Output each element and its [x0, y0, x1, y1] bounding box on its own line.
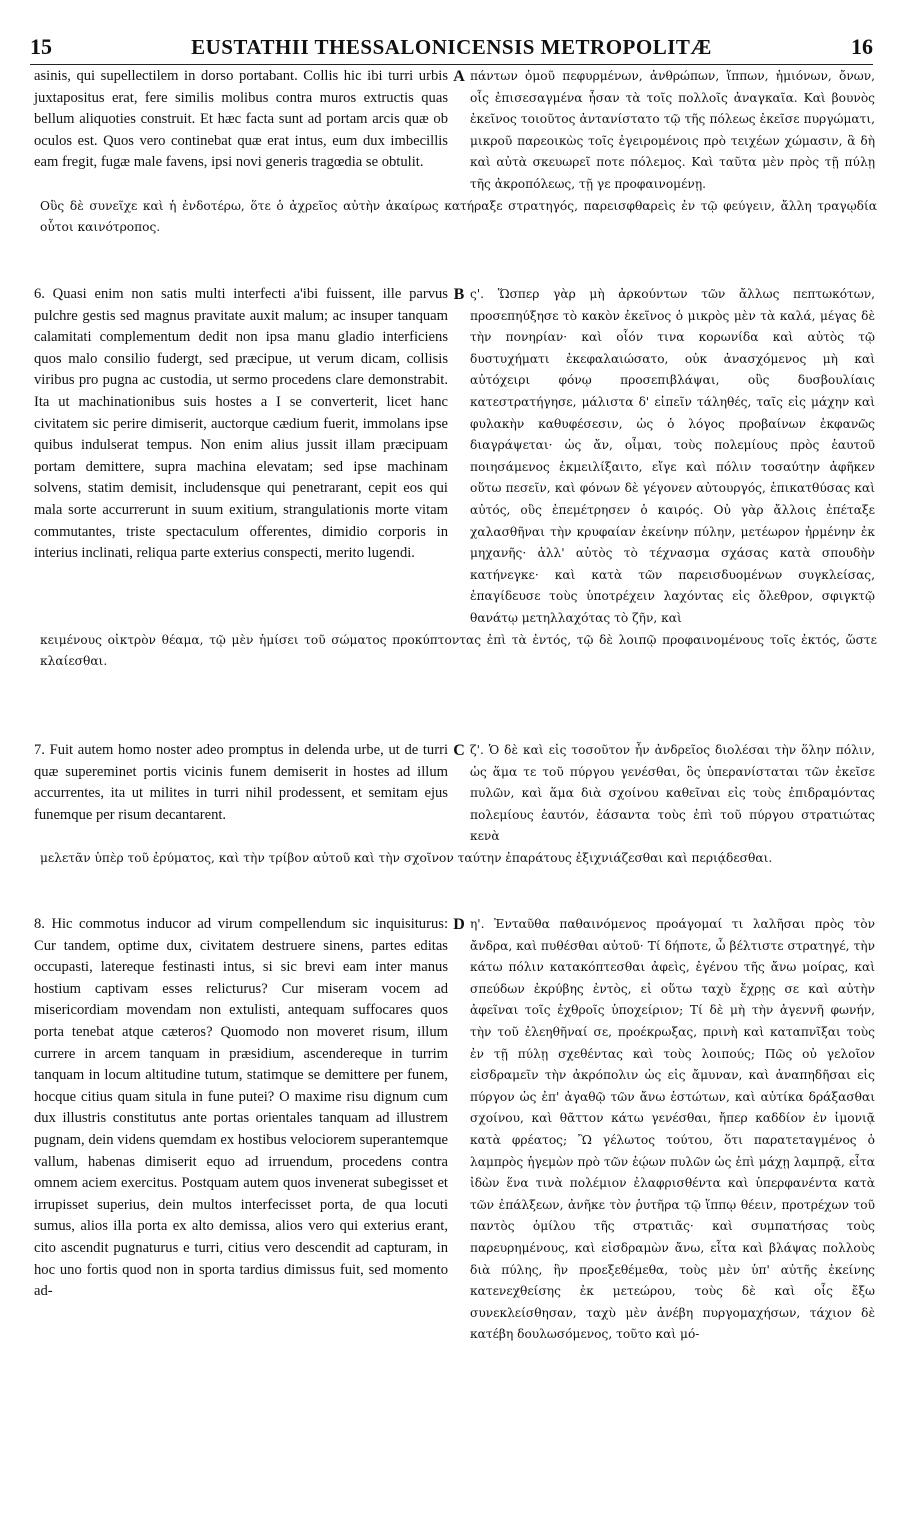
greek-paragraph: ς'. Ὥσπερ γὰρ μὴ ἀρκούντων τῶν ἄλλως πεπτωκότων, προσεπηύξησε τὸ κακὸν ἐκεῖνος ὁ μικρὸς μὲν τὰ καλά, μέγας δὲ τὴν πονηρίαν· καὶ οἷόν τινα κορωνίδα καὶ αὐτὸς τῷ δυστυχήματι ἐκεφαλαιώσατο, οὐκ ἀνασχόμενος μὴ καὶ αὐτόχειρι φόνῳ προσεπιβλάψαι, οὓς δυσβουλίαις κατεστρατήγησε, μάλιστα δ' εἰπεῖν τάληθές, ταῖς εἰς μάχην καὶ φυλακὴν καθυφέσεσιν, ὡς ὁ λόγος προβαίνων ἐκφανῶς διαγράψεται· ὡς ἄν, οἶμαι, τοὺς πολεμίους πρὸς ἑαυτοῦ ποιησάμενος ἐκμειλίξαιτο, εἴγε καὶ πόλιν τοσαύτην ἀφῆκεν οὕτω πεσεῖν, καὶ φόνων δὲ γέγονεν αὐτουργός, ἐπικατθύσας καὶ αὐτός, οὓς ἐπεμέτρησεν ὁ καιρός. Οὐ γὰρ ἄλλοις ἐπέταξε χαλασθῆναι τὴν κρυφαίαν ἐκείνην πύλην, μετέωρον ἠρμένην ἐκ μηχανῆς· ἀλλ' αὐτὸς τὸ τέχνασμα σχάσας κατὰ σπουδὴν κατήνεγκε· καὶ κατὰ τῶν παρεισδυομένων συγκλείσας, ἐπαγίδευσε τοὺς ὑποτρέχειν λαχόντας εἰς ὄλεθρον, σφιγκτῷ θανάτῳ μετηλλαχότας τὸ ζῆν, καὶ [470, 287, 875, 625]
running-head [30, 30, 873, 65]
greek-continuation: μελετᾶν ὑπὲρ τοῦ ἐρύματος, καὶ τὴν τρίβον αὐτοῦ καὶ τὴν σχοῖνον ταύτην ἐπαράτους ἐξιχνιάζεσθαι καὶ περιᾴδεσθαι. [40, 850, 773, 865]
section-3 [34, 740, 877, 869]
page-number-left: 15 [30, 34, 52, 59]
latin-paragraph: 8. Hic commotus inducor ad virum compellendum sic inquisiturus: Cur tandem, optime dux, civitatem destruere sinens, partes editas occupasti, latereque festinasti intus, si sic brevi eam inter manus hostium captivam esses relicturus? Cur miseram vocem ad misericordiam movendam non extulisti, antequam suffocares quos porta tenebat atque cæteros? Quomodo non moveret risum, illum currere in arcem tanquam in præsidium, ascendereque in turrim tanquam in locum altitudine tutum, statimque se demittere per funem, hocque citius quam situla in fune putei? O maxime risu dignum cum dux illustris constitutus ante portas orientales tanquam ad illustrem pugnam, dein videns quemdam ex hostibus velociorem superantemque vallum, habenas dimiserit equo ad irruendum, procedens contra omnem aciem exercitus. Postquam autem quos invenerat subegisset et irrupisset superius, dein multos interfecisset porta, de qua locuti sumus, alios illa porta ex alto demissa, alios vero qui exterius erant, cito ascendit pugnaturus e turri, citius vero descendit ad capturam, in hoc uno fortis quod non in sporta tardius dimissus fuit, sed momento ad- [34, 916, 448, 1300]
latin-paragraph: 7. Fuit autem homo noster adeo promptus in delenda urbe, ut de turri quæ supereminet portis vicinis funem demiserit in hostes ad illum accurrentes, ita ut milites in turri nihil prodessent, et semitam ejus funemque per risum decantarent. [34, 742, 448, 823]
greek-paragraph: η'. Ἐνταῦθα παθαινόμενος προάγομαί τι λαλῆσαι πρὸς τὸν ἄνδρα, καὶ πυθέσθαι αὐτοῦ· Τί δήποτε, ὦ βέλτιστε στρατηγέ, τὴν κάτω πόλιν κατακόπτεσθαι ἀφεὶς, ἐγένου τῆς ἄνω μοίρας, καὶ σπεύδων ἐκρύβης ἐντὸς, εἰ οὕτω ταχὺ ἔχρῃς σε καὶ αὐτὴν ἀφεῖναι τοῖς ἐχθροῖς ὑποχείριον; Τί δὲ μὴ τὴν ἀγεννῆ φωνήν, τὴν τοῦ ἐλεηθῆναί σε, προέκρωξας, πρινὴ καὶ καταπνῖξαι τοὺς ἐν τῇ πύλῃ σχεθέντας καὶ τοὺς λοιπούς; Πῶς οὐ γελοῖον εἰσδραμεῖν τὴν ἀκρόπολιν ὡς εἰς ἄμυναν, καὶ ἀναπηδῆσαι εἰς πύργον ὡς ἐπ' ἀγαθῷ τῶν ἄνω ἑστώτων, καὶ αὐτίκα δράξασθαι σχοίνου, καὶ θᾶττον κάτω γενέσθαι, ἤπερ καδδίον ἐν ἱμονιᾷ κατὰ φρέατος; Ὢ γέλωτος τούτου, ὅτι παρατεταγμένος ὁ λαμπρὸς ἡγεμὼν πρὸ τῶν ἑῴων πυλῶν ὡς ἐπὶ μάχῃ λαμπρᾷ, εἶτα ἰδὼν ἕνα τινὰ πολέμιον ἐλαφρισθέντα καὶ ὑπερφανέντα κατὰ τῶν ἐπάλξεων, ἀνῆκε τὸν ῥυτῆρα τῷ ἵππῳ θέειν, προτρέχων τοῦ παντὸς ὁμίλου τῆς στρατιᾶς· καὶ συμπατήσας τοὺς παρευρημένους, καὶ εἰσδραμὼν ἄνω, εἶτα καὶ βλάψας πολλοὺς διὰ πύλης, ἣν προεξεθέμεθα, τοὺς μὲν ὑπ' αὐτῆς ἐκείνης κατενεχθείσης ἐκ μετεώρου, τοὺς δὲ καὶ οἷς ἔξω συνεκλείσθησαν, ταχὺ μὲν ἀνέβη πυργομαχήσων, τάχιον δὲ κατέβη δουλωσόμενος, τοῦτο καὶ μό- [470, 917, 875, 1342]
margin-marker: B [453, 286, 465, 303]
running-title: EUSTATHII THESSALONICENSIS METROPOLITÆ [191, 34, 712, 59]
page-number-right: 16 [850, 34, 873, 59]
margin-marker: A [453, 68, 465, 85]
greek-paragraph: πάντων ὁμοῦ πεφυρμένων, ἀνθρώπων, ἵππων, ἡμιόνων, ὄνων, οἷς ἐπισεσαγμένα ἦσαν τὰ τοῖς πολλοῖς ἀναγκαῖα. Καὶ βουνὸς ἐκεῖνος τοιοῦτος ἀντανίστατο τῷ τῆς πόλεως ἐκεῖσε πυργώματι, μικροῦ παρεοικὼς τοῖς ἐγειρομένοις πρὸ τειχέων χώμασιν, ἃ δὴ καὶ αὐτὰ σκευωρεῖ ποτε πόλεμος. Καὶ ταῦτα μὲν πρὸς τῇ πύλῃ τῆς ἀκροπόλεως, τῇ γε προφαινομένῃ. [470, 69, 875, 191]
section-1 [34, 66, 877, 238]
greek-continuation: Οὓς δὲ συνεῖχε καὶ ἡ ἐνδοτέρω, ὅτε ὁ ἀχρεῖος αὐτὴν ἀκαίρως κατήραξε στρατηγός, παρεισφθαρεὶς ἐν τῷ φεύγειν, ἄλλη τραγῳδία οὗτοι καινότροπος. [40, 198, 877, 234]
latin-paragraph: asinis, qui supellectilem in dorso portabant. Collis hic ibi turri urbis juxtapositus erat, fere similis molibus contra muros extructis quas bellum aliquoties construit. Et hæc facta sunt ad portam arcis quæ ob oculos est. Quos vero continebat quæ erat intus, eum dux imbecillis eam fregit, fugæ male favens, ipsi novi generis tragœdia se obtulit. [34, 68, 448, 171]
latin-paragraph: 6. Quasi enim non satis multi interfecti a'ibi fuissent, ille parvus pulchre gestis sed magnus pravitate auxit malum; ac insuper tanquam calamitati complementum dedit non ipsa manu gladio interficiens quos malo consilio fudergt, sed præcipue, ut verum dicam, collisis viribus pro pugna ac custodia, ut sermo procedens clare demonstrabit. Ita ut machinationibus suis hostes a I se converterit, licet hanc civitatem sic perire dimiserit, auctorque cædium fuerit, immolans ipse quibus indulserat tempus. Non enim alius jussit illam præcipuam portam demittere, supra machina elevatam; sed ipse machinam solvens, statim demisit, includensque qui penetrarant, cepit eos qui mala sorte accurrerunt in suum exitium, strangulationis morte vitam commutantes, triste spectaculum offerentes, dimidio corporis in interius inclinati, reliqua parte exterius conspecti, merito lugendi. [34, 286, 448, 562]
greek-continuation: κειμένους οἰκτρὸν θέαμα, τῷ μὲν ἡμίσει τοῦ σώματος προκύπτοντας ἐπὶ τὰ ἐντός, τῷ δὲ λοιπῷ προφαινομένους τοῖς ἐκτός, ὥστε κλαίεσθαι. [40, 632, 877, 668]
section-4 [34, 914, 877, 1346]
section-2 [34, 284, 877, 672]
margin-marker: C [453, 742, 465, 759]
greek-paragraph: ζ'. Ὁ δὲ καὶ εἰς τοσοῦτον ἦν ἀνδρεῖος διολέσαι τὴν ὅλην πόλιν, ὡς ἅμα τε τοῦ πύργου γενέσθαι, ὃς ὑπερανίσταται τῶν ἐκεῖσε πυλῶν, καὶ ἅμα διὰ σχοίνου καθεῖναι εἰς τοὺς ἐπιδραμόντας πολεμίους ἑαυτόν, ἐάσαντα τοὺς ἐπὶ τοῦ πύργου στρατιώτας κενὰ [470, 743, 875, 844]
margin-marker: D [453, 916, 465, 933]
